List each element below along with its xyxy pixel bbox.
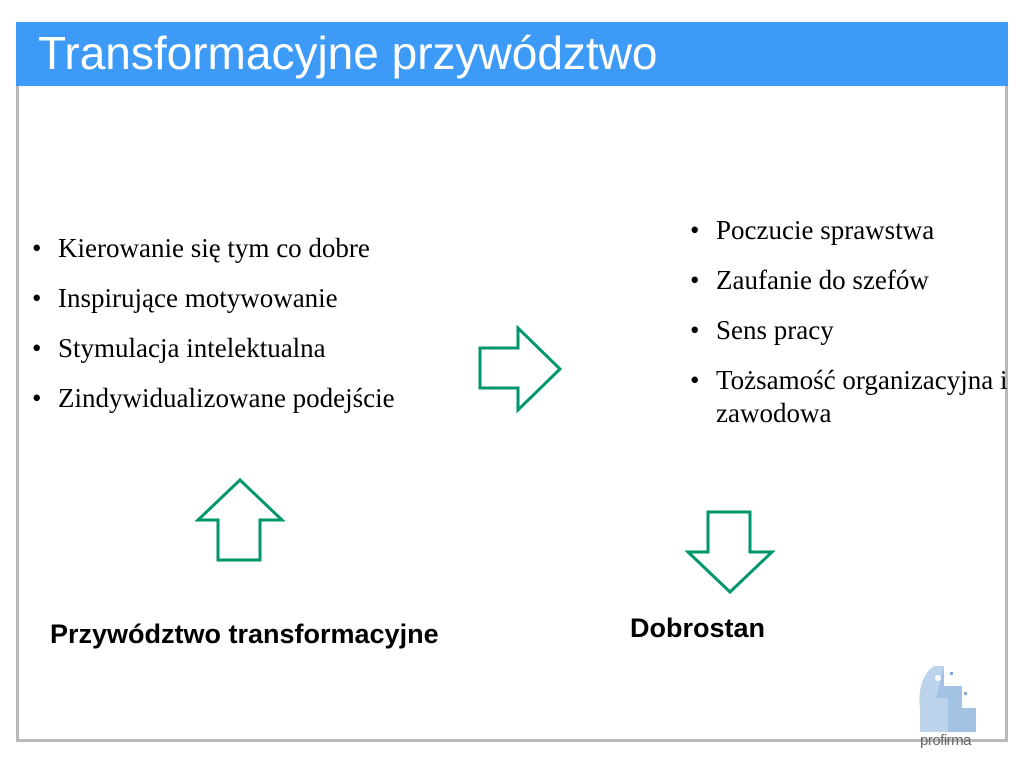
leadership-label: Przywództwo transformacyjne — [50, 619, 439, 649]
leadership-components-list — [18, 232, 488, 432]
logo-text: profirma — [920, 732, 972, 749]
list-item: • Tożsamość organizacyjna i zawodowa — [676, 364, 1022, 430]
list-item: • Inspirujące motywowanie — [18, 282, 488, 315]
arrow-down-icon — [686, 510, 774, 594]
list-item: • Poczucie sprawstwa — [676, 214, 1022, 247]
arrow-up-icon — [196, 478, 284, 562]
wellbeing-label: Dobrostan — [630, 613, 765, 643]
list-item: • Sens pracy — [676, 314, 1022, 347]
list-item: • Zaufanie do szefów — [676, 264, 1022, 297]
list-item: • Zindywidualizowane podejście — [18, 382, 488, 415]
list-item: • Stymulacja intelektualna — [18, 332, 488, 365]
arrow-right-icon — [478, 326, 564, 412]
list-item: • Kierowanie się tym co dobre — [18, 232, 488, 265]
slide-title: Transformacyjne przywództwo — [38, 27, 658, 79]
wellbeing-outcomes-list — [676, 214, 1022, 447]
